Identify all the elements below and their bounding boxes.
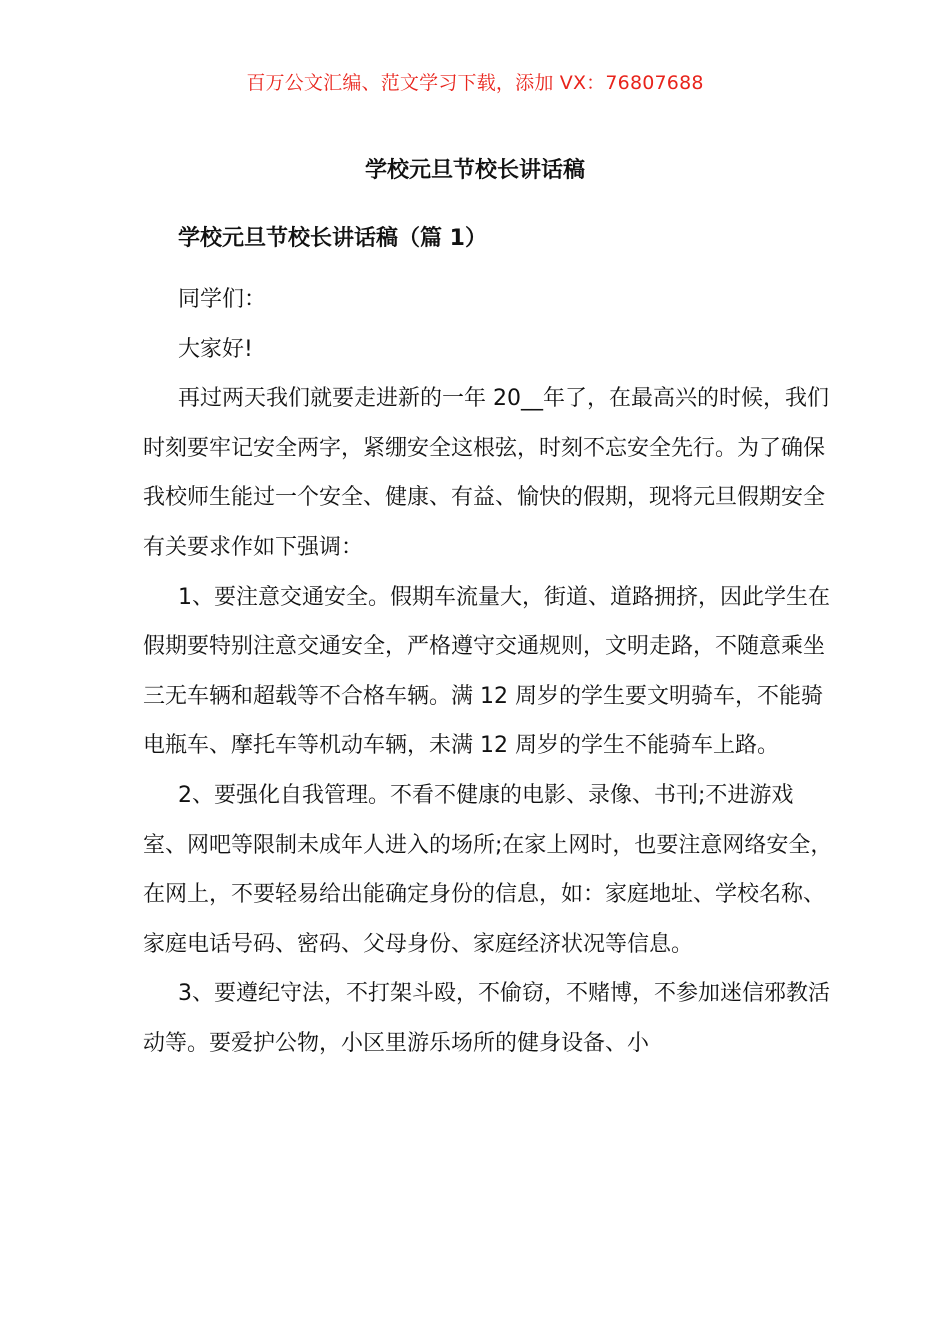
intro-paragraph: 再过两天我们就要走进新的一年 20__年了，在最高兴的时候，我们时刻要牢记安全两字，紧绷安全这根弦，时刻不忘安全先行。为了确保我校师生能过一个安全、健康、有益、愉快的假期，现将元旦假期安全有关要求作如下强调： [143, 386, 829, 560]
self-management-paragraph: 2、要强化自我管理。不看不健康的电影、录像、书刊;不进游戏室、网吧等限制未成年人进入的场所;在家上网时，也要注意网络安全，在网上，不要轻易给出能确定身份的信息，如：家庭地址、学校名称、家庭电话号码、密码、父母身份、家庭经济状况等信息。 [143, 782, 833, 957]
document-body [143, 275, 833, 1069]
salutation-paragraph: 大家好! [178, 336, 253, 362]
greeting-paragraph: 同学们： [178, 287, 267, 312]
law-abiding-paragraph: 3、要遵纪守法，不打架斗殴，不偷窃，不赌博，不参加迷信邪教活动等。要爱护公物，小区里游乐场所的健身设备、小 [143, 981, 830, 1056]
section-title: 学校元旦节校长讲话稿（篇 1） [178, 226, 487, 251]
traffic-safety-paragraph: 1、要注意交通安全。假期车流量大，街道、道路拥挤，因此学生在假期要特别注意交通安全，严格遵守交通规则，文明走路，不随意乘坐三无车辆和超载等不合格车辆。满 12 周岁的学生要文明骑车，不能骑电瓶车、摩托车等机动车辆，未满 12 周岁的学生不能骑车上路。 [143, 584, 830, 759]
document-title: 学校元旦节校长讲话稿 [364, 158, 585, 183]
header-note: 百万公文汇编、范文学习下载，添加 VX：76807688 [246, 72, 704, 94]
